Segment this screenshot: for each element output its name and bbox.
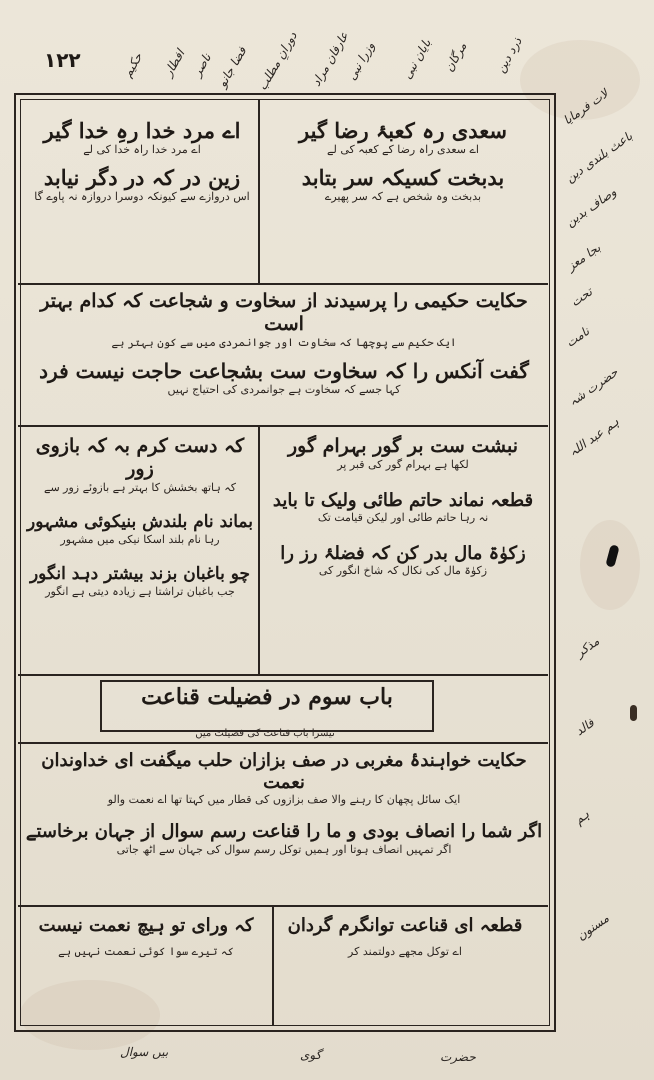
gloss: کہ تیرے سوا کوئی نعمت نہیں ہے <box>58 944 234 958</box>
divider-line <box>18 674 548 676</box>
top-note: مرگان <box>441 39 470 75</box>
right-note: حضرت شہ <box>566 365 621 409</box>
section3-left <box>24 435 256 671</box>
verse: بدبخت کسیکہ سر بتابد <box>301 164 505 190</box>
verse: کہ دست کرم بہ کہ بازوی زور <box>35 435 245 480</box>
verse: زکوٰۃ مال بدر کن کہ فضلۂ رز را <box>280 542 526 564</box>
gloss: اے مرد خدا راہ خدا کی لے <box>83 143 201 157</box>
section3-right <box>266 435 540 671</box>
verse: گفت آنکس را کہ سخاوت ست بشجاعت حاجت نیست فرد <box>39 359 529 384</box>
chapter-gloss: تیسرا باب قناعت کی فضیلت میں <box>195 728 335 739</box>
gloss: زکوٰۃ مال کی نکال کہ شاخ انگور کی <box>318 564 488 578</box>
gloss: اے سعدی راہ رضا کے کعبہ کی لے <box>327 143 479 157</box>
top-note: بایان نبی <box>399 36 434 82</box>
top-note: وزرا نبی <box>344 39 378 83</box>
gloss: جب باغبان تراشتا ہے زیادہ دیتی ہے انگور <box>45 584 235 598</box>
ink-mark <box>630 705 637 721</box>
section1-right <box>268 118 538 278</box>
section5-left <box>24 915 268 1015</box>
top-note: دورانِ مطلب <box>255 29 300 93</box>
right-note: وصاف بدین <box>563 184 619 230</box>
gloss: لکھا ہے بہرام گور کی قبر پر <box>337 457 469 471</box>
verse: نبشت ست بر گور بہرام گور <box>287 435 519 457</box>
right-note: مسنون <box>574 911 612 943</box>
right-note: لات فرمایا <box>560 86 611 128</box>
section4 <box>24 750 544 902</box>
verse: قطعہ نماند حاتم طائی ولیک تا باید <box>272 489 534 511</box>
top-note: عارفان مراد <box>309 29 352 89</box>
gloss: کہ ہاتھ بخشش کا بہتر ہے بازوئے زور سے <box>44 480 236 494</box>
verse: کہ ورای تو ہیچ نعمت نیست <box>38 915 254 936</box>
top-note: ذرد دین <box>493 34 525 76</box>
right-note: بجا معز <box>564 240 604 274</box>
verse: سعدی رہ کعبۂ رضا گیر <box>299 118 507 143</box>
column-divider <box>272 907 274 1025</box>
gloss: اس دروازے سے کیونکہ دوسرا دروازہ نہ پاوے گا <box>34 190 250 204</box>
gloss: اگر تمہیں انصاف ہوتا اور ہمیں توکل رسم سوال کی جہان سے اٹھ جاتی <box>116 842 452 856</box>
chapter-title: باب سوم در فضیلت قناعت <box>141 684 393 710</box>
right-note: مذکر <box>573 634 602 660</box>
page-number: ١٢٢ <box>44 48 81 72</box>
divider-line <box>18 742 548 744</box>
verse: اے مرد خدا رہِ خدا گیر <box>43 118 241 143</box>
verse: قطعہ ای قناعت توانگرم گردان <box>287 915 523 936</box>
gloss: بدبخت وہ شخص ہے کہ سر پھیرے <box>324 190 482 204</box>
top-note: ناصر <box>189 51 214 79</box>
chapter-title-box <box>100 680 434 732</box>
right-note: باعث بلندی دین <box>563 128 635 186</box>
chapter-gloss-wrap <box>100 728 430 742</box>
right-note: ہم عبد اللہ <box>566 414 622 460</box>
right-note: فالد <box>572 715 597 739</box>
right-note: نامت <box>563 324 592 350</box>
gloss: نہ رہا حاتم طائی اور لیکن قیامت تک <box>317 511 489 525</box>
right-note: تحت <box>568 284 595 310</box>
bottom-note: حضرت <box>440 1050 476 1064</box>
section2 <box>24 290 544 422</box>
gloss: اے توکل مجھے دولتمند کر <box>348 944 462 958</box>
gloss: ایک حکیم سے پوچھا کہ سخاوت اور جوانمردی میں سے کون بہتر ہے <box>111 335 457 349</box>
section1-left <box>28 118 256 278</box>
column-divider <box>258 427 260 674</box>
column-divider <box>258 100 260 283</box>
divider-line <box>18 425 548 427</box>
right-note: ہم <box>572 807 592 827</box>
verse: زین در کہ در دگر نیابد <box>43 164 241 190</box>
verse: اگر شما را انصاف بودی و ما را قناعت رسم سوال از جہان برخاستے <box>25 820 543 842</box>
gloss: کہا جسے کہ سخاوت ہے جوانمردی کی احتیاج نہیں <box>167 383 401 397</box>
story-heading: حکایت خواہندۂ مغربی در صف بزازان حلب میگفت ای خداوندان نعمت <box>41 750 527 793</box>
divider-line <box>18 905 548 907</box>
story-heading: حکایت حکیمی را پرسیدند از سخاوت و شجاعت کہ کدام بہتر است <box>40 290 528 335</box>
verse: بماند نام بلندش بنیکوئی مشہور <box>27 512 253 533</box>
section5-right <box>280 915 530 1015</box>
top-note: حکیم <box>120 50 146 80</box>
top-note: فضا جانو <box>214 44 250 90</box>
verse: چو باغبان بزند بیشتر دہد انگور <box>29 564 251 585</box>
divider-line <box>18 283 548 285</box>
bottom-note: بیں سوال <box>120 1045 169 1059</box>
gloss: رہا نام بلند اسکا نیکی میں مشہور <box>60 532 220 546</box>
bottom-note: گوی <box>300 1048 322 1062</box>
top-note: افطار <box>161 47 188 79</box>
gloss: ایک سائل پچھان کا رہنے والا صف بزازوں کی قطار میں کہتا تھا اے نعمت والو <box>107 793 461 807</box>
